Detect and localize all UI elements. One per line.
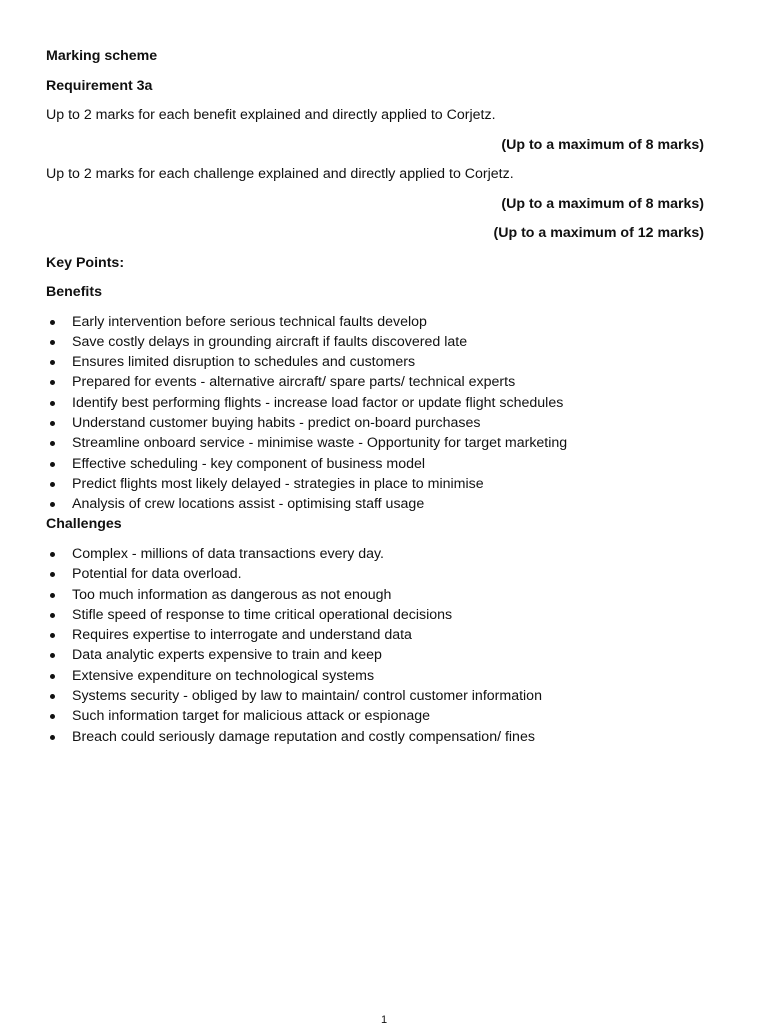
bullet-icon [50, 653, 55, 658]
bullet-icon [50, 674, 55, 679]
challenges-list [46, 544, 704, 747]
list-item-text: Such information target for malicious attack or espionage [72, 708, 431, 725]
list-item [46, 625, 704, 645]
bullet-icon [50, 401, 55, 406]
document-title: Marking scheme [46, 48, 158, 64]
list-item [46, 605, 704, 625]
list-item [46, 585, 704, 605]
list-item [46, 564, 704, 584]
list-item [46, 433, 704, 453]
list-item [46, 727, 704, 747]
bullet-icon [50, 462, 55, 467]
list-item-text: Identify best performing flights - increase load factor or update flight schedules [72, 394, 564, 411]
list-item-text: Breach could seriously damage reputation and costly compensation/ fines [72, 728, 535, 745]
page-number: 1 [380, 1014, 388, 1026]
bullet-icon [50, 360, 55, 365]
list-item-text: Complex - millions of data transactions every day. [72, 545, 384, 562]
list-item [46, 413, 704, 433]
bullet-icon [50, 593, 55, 598]
list-item-text: Too much information as dangerous as not enough [72, 586, 392, 603]
list-item-text: Effective scheduling - key component of business model [72, 455, 426, 472]
list-item [46, 372, 704, 392]
bullet-icon [50, 380, 55, 385]
bullet-icon [50, 714, 55, 719]
bullet-icon [50, 502, 55, 507]
list-item [46, 686, 704, 706]
bullet-icon [50, 633, 55, 638]
list-item [46, 666, 704, 686]
list-item [46, 312, 704, 332]
list-item [46, 393, 704, 413]
list-item-text: Analysis of crew locations assist - optimising staff usage [72, 496, 425, 513]
benefits-list [46, 312, 704, 515]
overall-max-marks: (Up to a maximum of 12 marks) [493, 225, 704, 241]
bullet-icon [50, 613, 55, 618]
bullet-icon [50, 482, 55, 487]
challenge-max-marks: (Up to a maximum of 8 marks) [501, 195, 704, 212]
list-item-text: Extensive expenditure on technological systems [72, 667, 375, 684]
list-item-text: Streamline onboard service - minimise waste - Opportunity for target marketing [72, 435, 568, 452]
document-page [46, 46, 704, 747]
list-item-text: Predict flights most likely delayed - strategies in place to minimise [72, 475, 484, 492]
list-item-text: Early intervention before serious technical faults develop [72, 313, 427, 330]
bullet-icon [50, 694, 55, 699]
bullet-icon [50, 320, 55, 325]
list-item [46, 332, 704, 352]
challenge-marking-rule: Up to 2 marks for each challenge explained and directly applied to Corjetz. [46, 166, 514, 182]
bullet-icon [50, 421, 55, 426]
list-item-text: Data analytic experts expensive to train and keep [72, 647, 382, 664]
list-item-text: Save costly delays in grounding aircraft if faults discovered late [72, 333, 468, 350]
list-item [46, 494, 704, 514]
benefit-max-marks: (Up to a maximum of 8 marks) [501, 136, 704, 153]
list-item [46, 706, 704, 726]
list-item [46, 544, 704, 564]
list-item [46, 352, 704, 372]
list-item-text: Ensures limited disruption to schedules and customers [72, 354, 416, 371]
benefit-marking-rule: Up to 2 marks for each benefit explained and directly applied to Corjetz. [46, 107, 496, 123]
list-item-text: Potential for data overload. [72, 566, 242, 583]
requirement-heading: Requirement 3a [46, 77, 153, 94]
bullet-icon [50, 735, 55, 740]
list-item [46, 454, 704, 474]
key-points-heading: Key Points: [46, 254, 125, 271]
list-item-text: Prepared for events - alternative aircraft/ spare parts/ technical experts [72, 374, 516, 391]
bullet-icon [50, 572, 55, 577]
list-item [46, 645, 704, 665]
challenges-heading: Challenges [46, 516, 122, 533]
list-item [46, 474, 704, 494]
benefits-heading: Benefits [46, 284, 102, 300]
list-item-text: Stifle speed of response to time critical operational decisions [72, 606, 453, 623]
bullet-icon [50, 441, 55, 446]
bullet-icon [50, 340, 55, 345]
list-item-text: Understand customer buying habits - predict on-board purchases [72, 414, 481, 431]
bullet-icon [50, 552, 55, 557]
list-item-text: Requires expertise to interrogate and understand data [72, 627, 412, 644]
list-item-text: Systems security - obliged by law to maintain/ control customer information [72, 688, 542, 705]
